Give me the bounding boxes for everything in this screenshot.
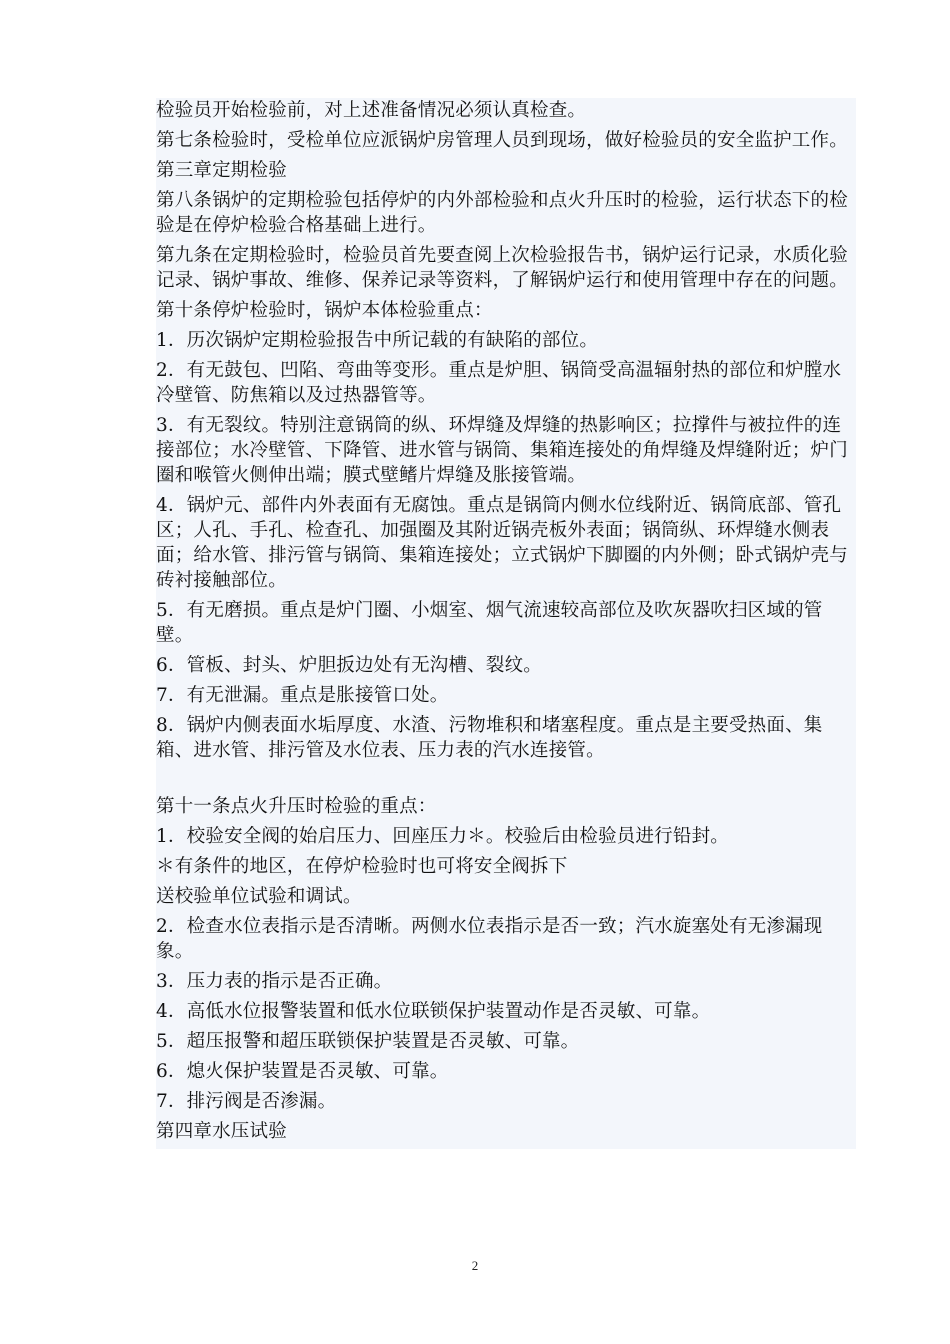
list-item: 4．锅炉元、部件内外表面有无腐蚀。重点是锅筒内侧水位线附近、锅筒底部、管孔区；人孔、手孔、检查孔、加强圈及其附近锅壳板外表面；锅筒纵、环焊缝水侧表面；给水管、排污管与锅筒、集箱连接处；立式锅炉下脚圈的内外侧；卧式锅炉壳与砖衬接触部位。 [156, 495, 848, 591]
article-7: 第七条检验时，受检单位应派锅炉房管理人员到现场，做好检验员的安全监护工作。 [156, 130, 848, 151]
article-11: 第十一条点火升压时检验的重点： [156, 796, 437, 817]
list-item: 3．有无裂纹。特别注意锅筒的纵、环焊缝及焊缝的热影响区；拉撑件与被拉件的连接部位；水冷壁管、下降管、进水管与锅筒、集箱连接处的角焊缝及焊缝附近；炉门圈和喉管火侧伸出端；膜式壁鳍片焊缝及胀接管端。 [156, 415, 848, 486]
list-item: 6．熄火保护装置是否灵敏、可靠。 [156, 1061, 449, 1082]
list-item: 5．超压报警和超压联锁保护装置是否灵敏、可靠。 [156, 1031, 580, 1052]
blank-line [156, 768, 856, 794]
list-item: 1．历次锅炉定期检验报告中所记载的有缺陷的部位。 [156, 330, 599, 351]
list-item: 7．排污阀是否渗漏。 [156, 1091, 337, 1112]
document-body [156, 98, 856, 1149]
list-item: 2．有无鼓包、凹陷、弯曲等变形。重点是炉胆、锅筒受高温辐射热的部位和炉膛水冷壁管、防焦箱以及过热器管等。 [156, 360, 842, 406]
list-item: 6．管板、封头、炉胆扳边处有无沟槽、裂纹。 [156, 655, 542, 676]
list-item: 7．有无泄漏。重点是胀接管口处。 [156, 685, 449, 706]
chapter-heading: 第三章定期检验 [156, 160, 287, 181]
list-item: 5．有无磨损。重点是炉门圈、小烟室、烟气流速较高部位及吹灰器吹扫区域的管壁。 [156, 600, 823, 646]
article-8: 第八条锅炉的定期检验包括停炉的内外部检验和点火升压时的检验，运行状态下的检验是在停炉检验合格基础上进行。 [156, 190, 848, 236]
footnote-line: ＊有条件的地区，在停炉检验时也可将安全阀拆下 [156, 856, 568, 877]
list-item: 1．校验安全阀的始启压力、回座压力＊。校验后由检验员进行铅封。 [156, 826, 729, 847]
list-item: 8．锅炉内侧表面水垢厚度、水渣、污物堆积和堵塞程度。重点是主要受热面、集箱、进水管、排污管及水位表、压力表的汽水连接管。 [156, 715, 823, 761]
chapter-heading: 第四章水压试验 [156, 1121, 287, 1142]
list-item: 2．检查水位表指示是否清晰。两侧水位表指示是否一致；汽水旋塞处有无渗漏现象。 [156, 916, 823, 962]
footnote-line: 送校验单位试验和调试。 [156, 886, 362, 907]
article-10: 第十条停炉检验时，锅炉本体检验重点： [156, 300, 493, 321]
paragraph: 检验员开始检验前，对上述准备情况必须认真检查。 [156, 100, 587, 121]
list-item: 3．压力表的指示是否正确。 [156, 971, 393, 992]
list-item: 4．高低水位报警装置和低水位联锁保护装置动作是否灵敏、可靠。 [156, 1001, 711, 1022]
page-number: 2 [471, 1258, 479, 1273]
article-9: 第九条在定期检验时，检验员首先要查阅上次检验报告书，锅炉运行记录，水质化验记录、锅炉事故、维修、保养记录等资料，了解锅炉运行和使用管理中存在的问题。 [156, 245, 848, 291]
